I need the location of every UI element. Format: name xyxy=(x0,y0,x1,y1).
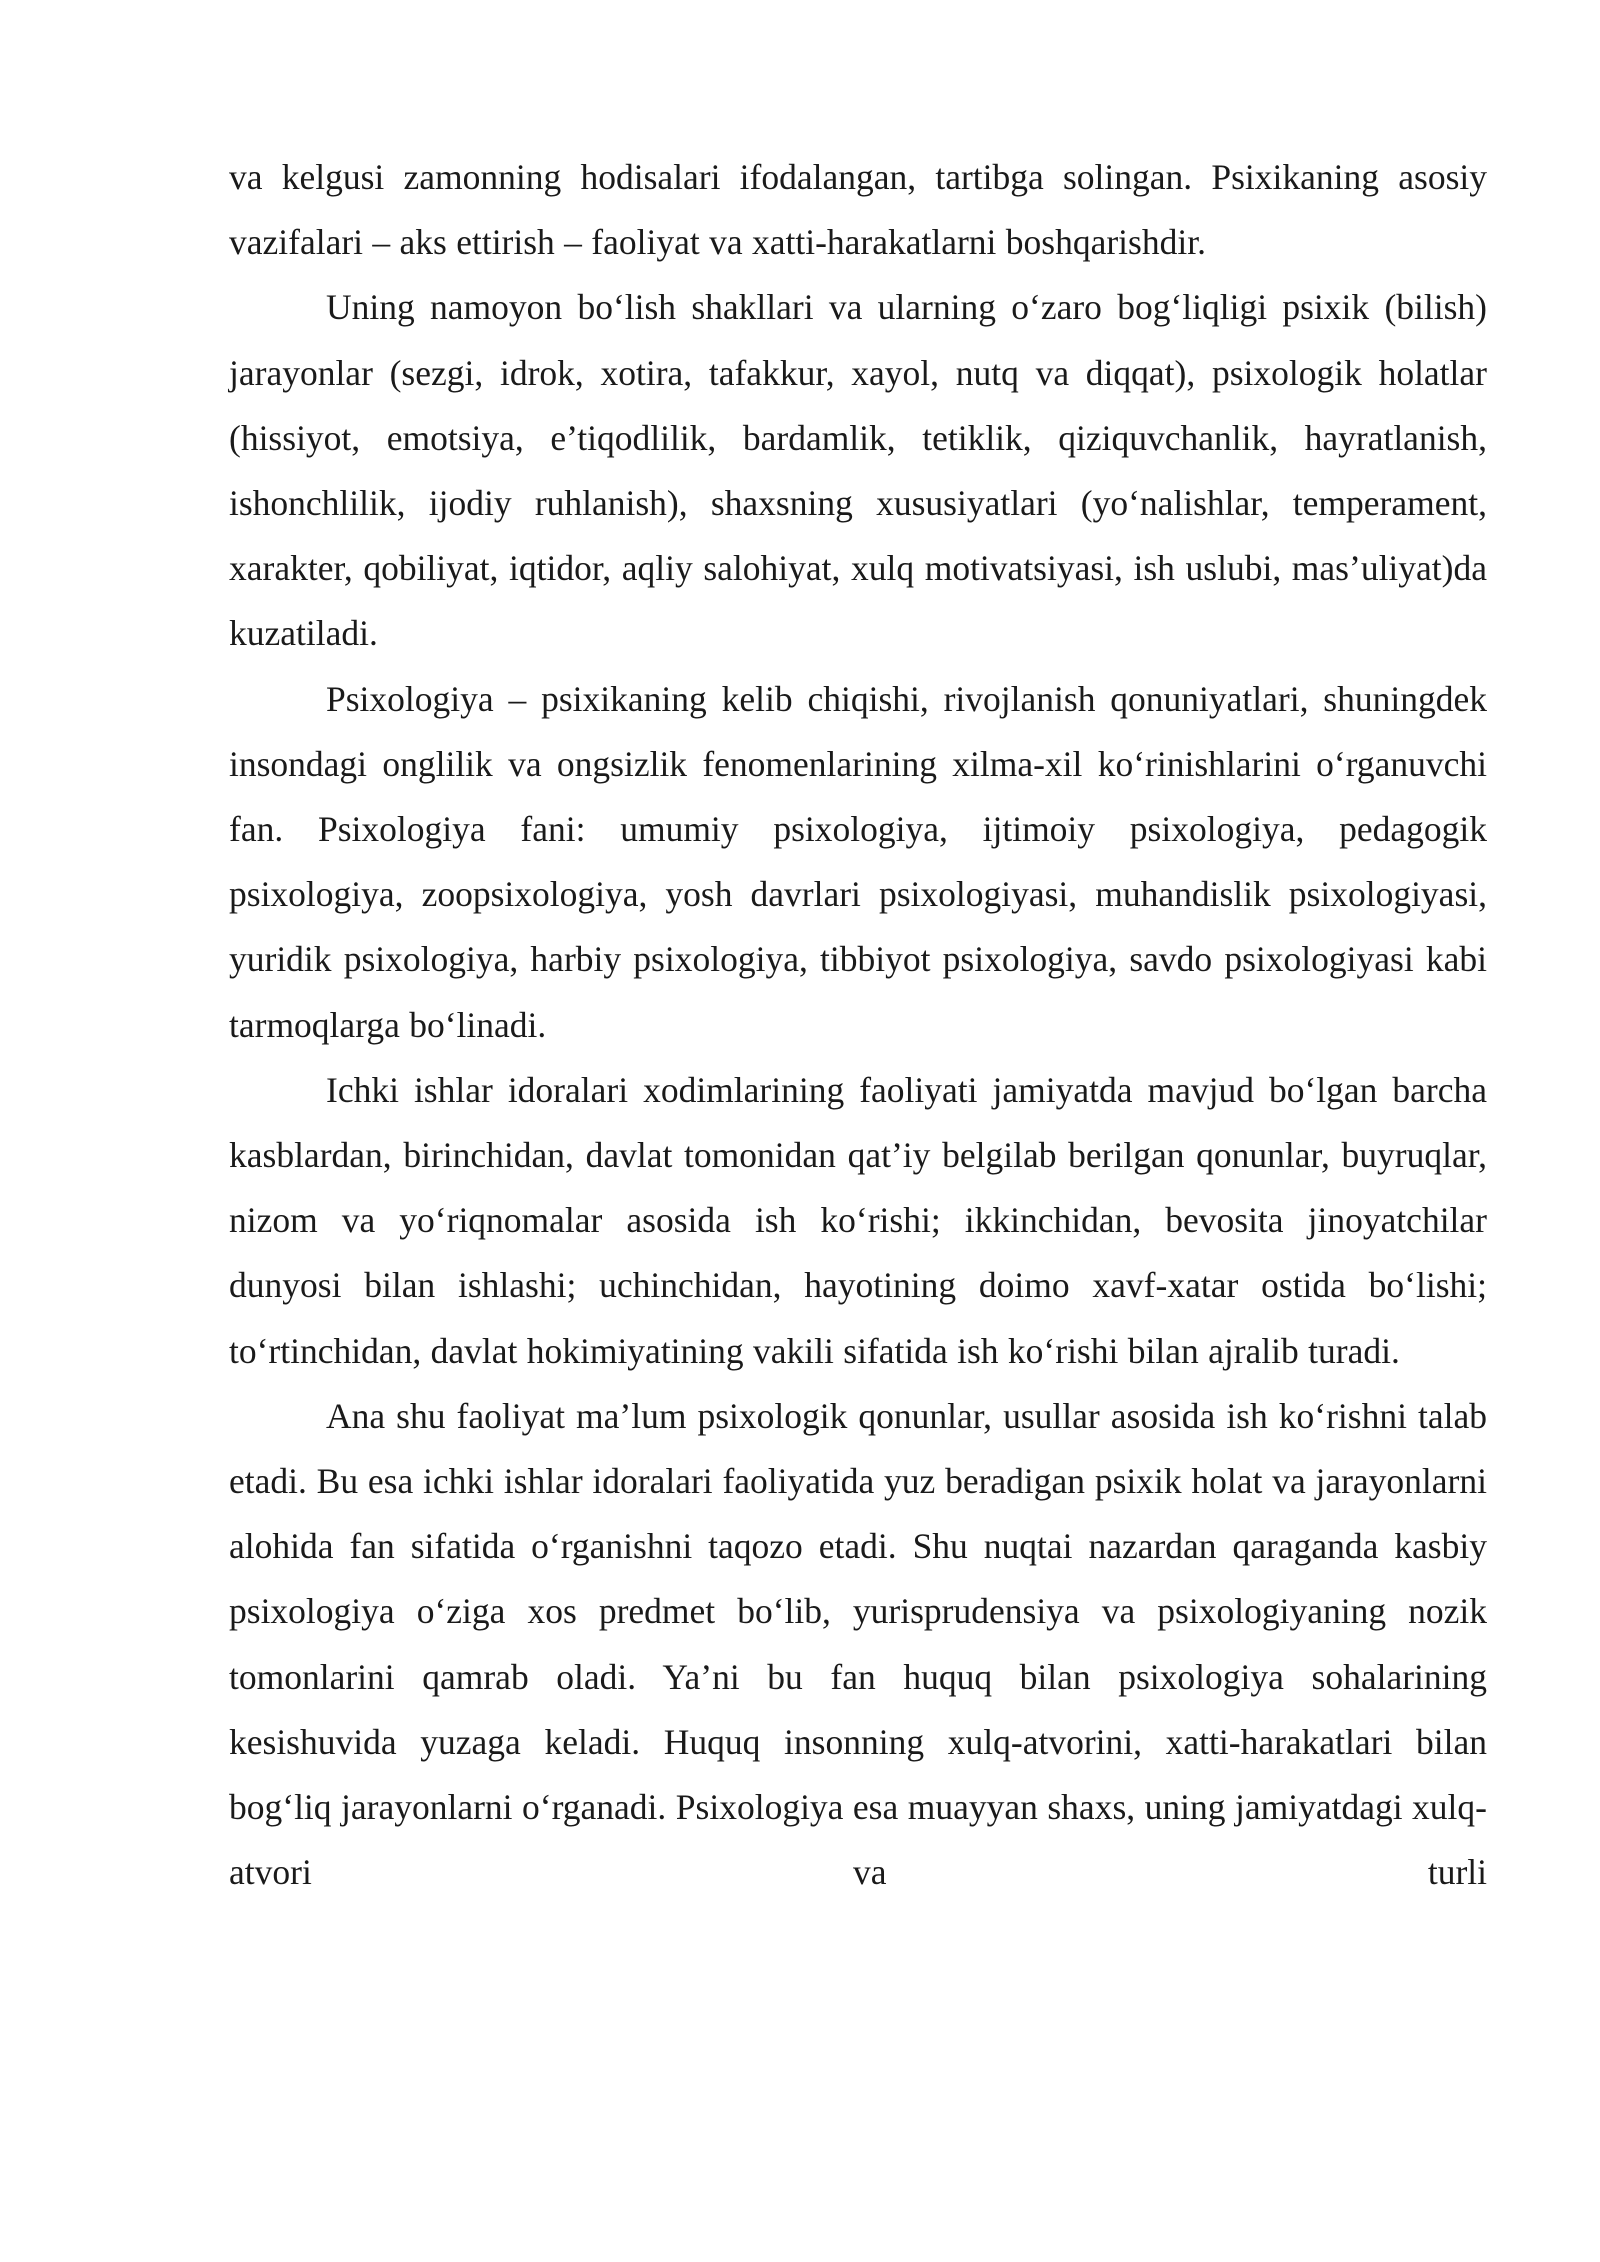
paragraph-5: Ana shu faoliyat ma’lum psixologik qonunlar, usullar asosida ish ko‘rishni talab etadi. Bu esa ichki ishlar idoralari faoliyatida yuz beradigan psixik holat va jarayonlarni alohida fan sifatida o‘rganishni taqozo etadi. Shu nuqtai nazardan qaraganda kasbiy psixologiya o‘ziga xos predmet bo‘lib, yurisprudensiya va psixologiyaning nozik tomonlarini qamrab oladi. Ya’ni bu fan huquq bilan psixologiya sohalarining kesishuvida yuzaga keladi. Huquq insonning xulq-atvorini, xatti-harakatlari bilan bog‘liq jarayonlarni o‘rganadi. Psixologiya esa muayyan shaxs, uning jamiyatdagi xulq-atvori va turli xyxy=(229,1395,1487,1893)
paragraph-4: Ichki ishlar idoralari xodimlarining faoliyati jamiyatda mavjud bo‘lgan barcha kasblardan, birinchidan, davlat tomonidan qat’iy belgilab berilgan qonunlar, buyruqlar, nizom va yo‘riqnomalar asosida ish ko‘rishi; ikkinchidan, bevosita jinoyatchilar dunyosi bilan ishlashi; uchinchidan, hayotining doimo xavf-xatar ostida bo‘lishi; to‘rtinchidan, davlat hokimiyatining vakili sifatida ish ko‘rishi bilan ajralib turadi. xyxy=(229,1069,1487,1371)
paragraph-1: va kelgusi zamonning hodisalari ifodalangan, tartibga solingan. Psixikaning asosiy vazifalari – aks ettirish – faoliyat va xatti-harakatlarni boshqarishdir. xyxy=(229,157,1487,263)
paragraph-2: Uning namoyon bo‘lish shakllari va ularning o‘zaro bog‘liqligi psixik (bilish) jarayonlar (sezgi, idrok, xotira, tafakkur, xayol, nutq va diqqat), psixologik holatlar (hissiyot, emotsiya, e’tiqodlilik, bardamlik, tetiklik, qiziquvchanlik, hayratlanish, ishonchlilik, ijodiy ruhlanish), shaxsning xususiyatlari (yo‘nalishlar, temperament, xarakter, qobiliyat, iqtidor, aqliy salohiyat, xulq motivatsiyasi, ish uslubi, mas’uliyat)da kuzatiladi. xyxy=(229,287,1487,654)
document-body xyxy=(229,145,1487,1905)
paragraph-3: Psixologiya – psixikaning kelib chiqishi, rivojlanish qonuniyatlari, shuningdek insondagi onglilik va ongsizlik fenomenlarining xilma-xil ko‘rinishlarini o‘rganuvchi fan. Psixologiya fani: umumiy psixologiya, ijtimoiy psixologiya, pedagogik psixologiya, zoopsixologiya, yosh davrlari psixologiyasi, muhandislik psixologiyasi, yuridik psixologiya, harbiy psixologiya, tibbiyot psixologiya, savdo psixologiyasi kabi tarmoqlarga bo‘linadi. xyxy=(229,678,1487,1045)
